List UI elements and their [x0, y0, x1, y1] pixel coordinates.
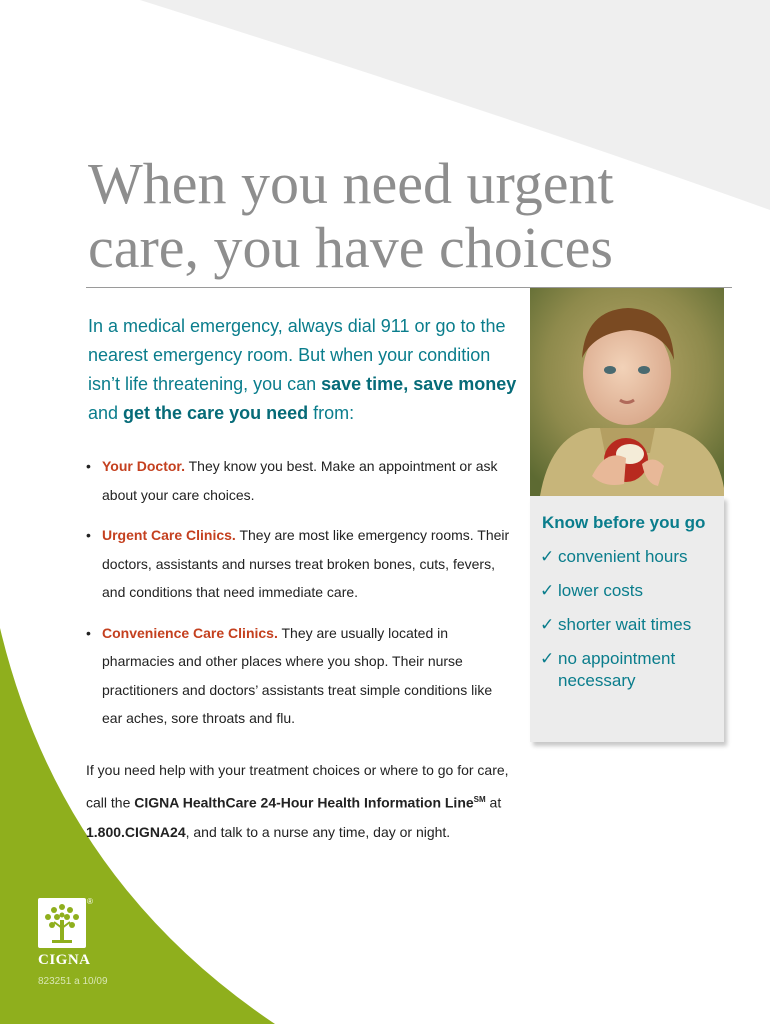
bullet-text: They are most like emergency rooms. Their doctors, assistants and nurses treat broken bones, cuts, fevers, and conditions that need immediate care.: [102, 527, 510, 600]
intro-text-3: from:: [308, 403, 355, 423]
help-text-3: , and talk to a nurse any time, day or night.: [185, 823, 451, 840]
help-text-1: If you need help with your treatment choices or where to go for care, call the: [86, 762, 509, 811]
intro-paragraph: [88, 312, 520, 428]
bullet-marker: •: [86, 527, 91, 543]
checkmark-icon: ✓: [540, 649, 555, 668]
list-item-convenience-care: [86, 619, 516, 733]
help-text-2: at: [485, 794, 502, 811]
intro-text-2: and: [88, 403, 124, 423]
cigna-tree-logo: [38, 898, 86, 948]
help-line-name: CIGNA HealthCare 24-Hour Health Information Line: [134, 794, 474, 811]
bullet-text: They know you best. Make an appointment or ask about your care choices.: [102, 458, 498, 503]
bullet-marker: •: [86, 624, 91, 641]
checkmark-icon: ✓: [540, 581, 555, 600]
intro-text-1: In a medical emergency, always dial 911 or go to the nearest emergency room. But when your condition isn’t life threatening, you can: [88, 316, 506, 394]
bullet-term: Your Doctor.: [102, 458, 185, 474]
know-item: [540, 648, 728, 692]
bullet-text: They are usually located in pharmacies and other places where you shop. Their nurse practitioners and doctors’ assistants treat simple conditions like ear aches, sore throats and flu.: [102, 624, 493, 726]
document-code: 823251 a 10/09: [38, 976, 108, 987]
care-options-list: [86, 452, 516, 745]
know-item: [540, 580, 728, 602]
title-line-2: care, you have choices: [88, 215, 613, 280]
title-line-1: When you need urgent: [88, 151, 614, 216]
know-item-label: shorter wait times: [558, 615, 692, 634]
brand-name: CIGNA: [38, 952, 91, 968]
intro-bold-2: get the care you need: [123, 403, 309, 423]
registered-mark: ®: [87, 897, 93, 906]
intro-bold-1: save time, save money: [321, 374, 517, 394]
know-item: [540, 614, 728, 636]
page-title: [88, 152, 748, 280]
checkmark-icon: ✓: [540, 547, 555, 566]
know-item-label: convenient hours: [558, 547, 688, 566]
know-title: Know before you go: [542, 513, 706, 532]
help-paragraph: [86, 756, 526, 847]
bullet-term: Urgent Care Clinics.: [102, 527, 236, 543]
list-item-urgent-care: [86, 521, 516, 607]
bullet-marker: •: [86, 458, 91, 474]
child-eating-apple-photo: [530, 288, 724, 496]
know-item-label: no appointment necessary: [558, 649, 676, 690]
know-item: [540, 546, 728, 568]
know-before-you-go-box: [530, 496, 724, 742]
phone-number: 1.800.CIGNA24: [86, 823, 186, 840]
know-list: [540, 546, 728, 704]
bullet-term: Convenience Care Clinics.: [102, 624, 278, 641]
service-mark: SM: [473, 795, 486, 804]
checkmark-icon: ✓: [540, 615, 555, 634]
list-item-your-doctor: [86, 452, 516, 509]
know-item-label: lower costs: [558, 581, 644, 600]
